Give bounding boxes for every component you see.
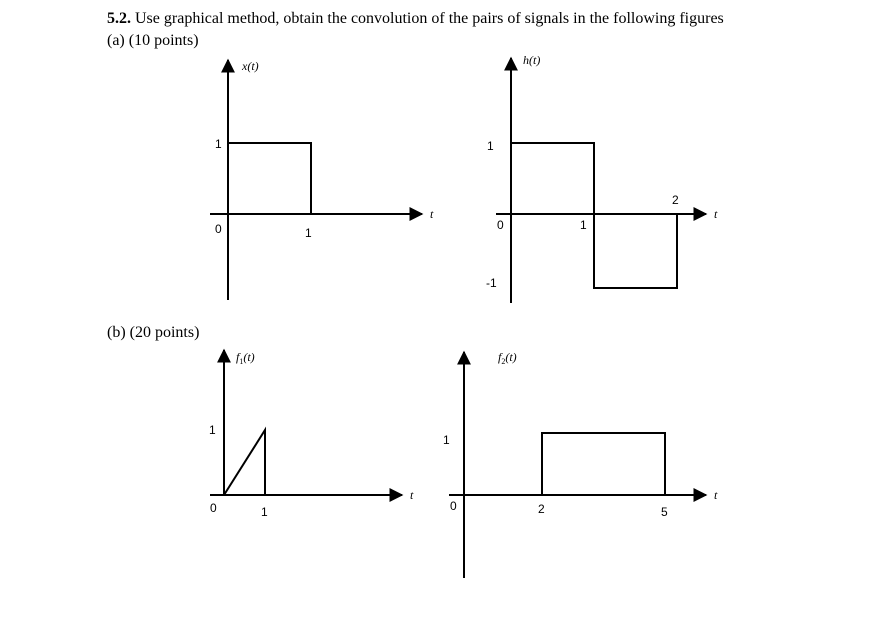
f1-signal-ramp <box>224 430 265 495</box>
plot-h <box>486 53 718 303</box>
h-tick-origin: 0 <box>497 218 504 232</box>
plot-f1 <box>209 350 414 519</box>
problem-text: Use graphical method, obtain the convolution of the pairs of signals in the following figures <box>135 10 724 27</box>
f2-plot-label: $f_2(t)$ <box>498 350 517 366</box>
x-tick-origin: 0 <box>215 222 222 236</box>
f2-signal-rect <box>542 433 665 495</box>
f2-tick-x2: 2 <box>538 502 545 516</box>
x-tick-y1: 1 <box>215 137 222 151</box>
h-tick-ym1: -1 <box>486 276 497 290</box>
x-plot-label: x(t) <box>242 59 259 73</box>
h-axis-var: t <box>714 207 718 221</box>
f1-tick-origin: 0 <box>210 501 217 515</box>
h-tick-x2: 2 <box>672 193 679 207</box>
x-tick-x1: 1 <box>305 226 312 240</box>
plot-x <box>210 59 434 300</box>
f1-tick-x1: 1 <box>261 505 268 519</box>
f2-tick-x5: 5 <box>661 505 668 519</box>
f2-axis-var: t <box>714 488 718 502</box>
h-tick-y1: 1 <box>487 139 494 153</box>
h-tick-x1: 1 <box>580 218 587 232</box>
h-plot-label: h(t) <box>523 53 541 67</box>
problem-number: 5.2. <box>107 10 131 27</box>
f2-tick-origin: 0 <box>450 499 457 513</box>
f1-axis-var: t <box>410 488 414 502</box>
f1-tick-y1: 1 <box>209 423 216 437</box>
part-a-label: (a) (10 points) <box>107 32 199 49</box>
f1-plot-label: $f_1(t)$ <box>236 350 255 366</box>
plot-f2 <box>443 350 718 578</box>
part-b-label: (b) (20 points) <box>107 324 200 341</box>
x-signal-rect <box>228 143 311 214</box>
h-signal <box>511 143 677 288</box>
x-axis-var: t <box>430 207 434 221</box>
f2-tick-y1: 1 <box>443 433 450 447</box>
